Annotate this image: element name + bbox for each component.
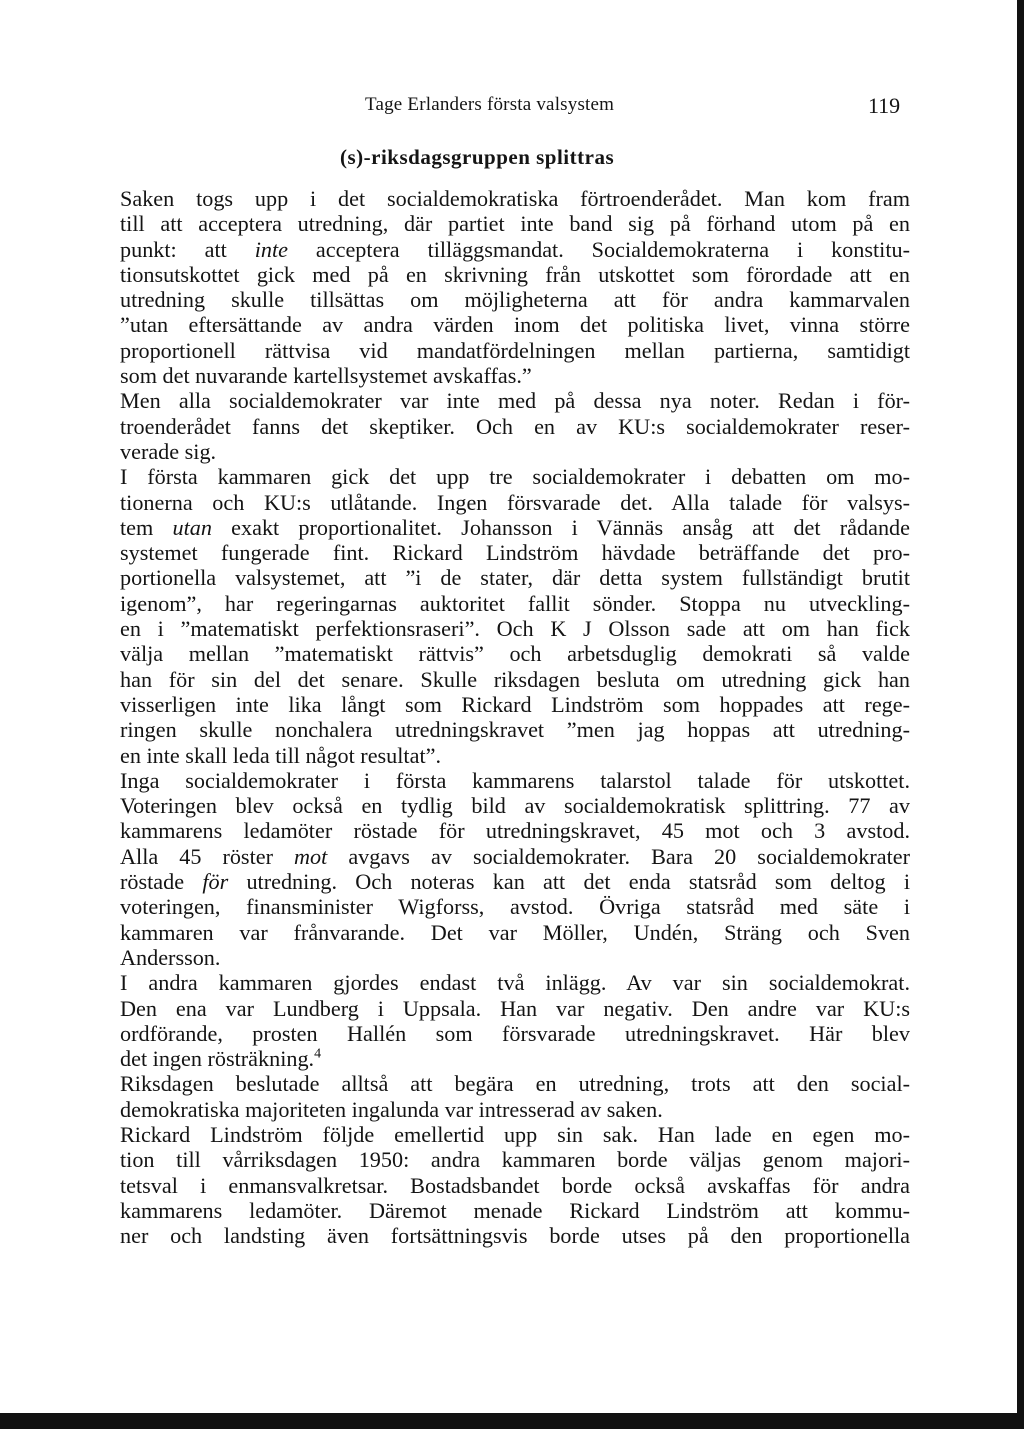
text-line: ner och landsting även fortsättningsvis borde utses på den proportionella	[120, 1223, 910, 1249]
text-line: röstade för utredning. Och noteras kan att det enda statsråd som deltog i	[120, 869, 910, 895]
text-line: Alla 45 röster mot avgavs av socialdemokrater. Bara 20 socialdemokrater	[120, 843, 910, 869]
text-line: igenom”, har regeringarnas auktoritet fallit sönder. Stoppa nu utveckling-	[120, 590, 910, 616]
text-line: visserligen inte lika långt som Rickard Lindström som hoppades att rege-	[120, 691, 910, 717]
scan-edge-bottom	[0, 1413, 1024, 1429]
text-line: som det nuvarande kartellsystemet avskaffas.”	[120, 363, 532, 389]
text-line: till att acceptera utredning, där partiet inte band sig på förhand utom på en	[120, 211, 910, 237]
paragraph	[120, 464, 910, 768]
text-line: utredning skulle tillsättas om möjligheterna att för andra kammarvalen	[120, 287, 910, 313]
text-line: I andra kammaren gjordes endast två inlägg. Av var sin socialdemokrat.	[120, 970, 910, 996]
footnote-ref: 4	[314, 1046, 322, 1062]
text-line: kammarens ledamöter röstade för utredningskravet, 45 mot och 3 avstod.	[120, 818, 910, 844]
text-line: I första kammaren gick det upp tre socialdemokrater i debatten om mo-	[120, 464, 910, 490]
text-line: troenderådet fanns det skeptiker. Och en av KU:s socialdemokrater reser-	[120, 413, 910, 439]
text-line: verade sig.	[120, 438, 217, 464]
body-text	[120, 186, 910, 1248]
text-line: Den ena var Lundberg i Uppsala. Han var negativ. Den andre var KU:s	[120, 995, 910, 1021]
text-line: demokratiska majoriteten ingalunda var intresserad av saken.	[120, 1096, 663, 1122]
paragraph	[120, 1071, 910, 1122]
text-line: tetsval i enmansvalkretsar. Bostadsbandet borde också avskaffas för andra	[120, 1172, 910, 1198]
text-line: Voteringen blev också en tydlig bild av socialdemokratisk splittring. 77 av	[120, 793, 910, 819]
page-number: 119	[868, 93, 901, 118]
text-line: punkt: att inte acceptera tilläggsmandat. Socialdemokraterna i konstitu-	[120, 236, 910, 262]
text-line: Riksdagen beslutade alltså att begära en utredning, trots att den social-	[120, 1071, 910, 1097]
text-line: tionerna och KU:s utlåtande. Ingen försvarade det. Alla talade för valsys-	[120, 489, 910, 515]
text-line: tionsutskottet gick med på en skrivning från utskottet som förordade att en	[120, 261, 910, 287]
text-line: Saken togs upp i det socialdemokratiska förtroenderådet. Man kom fram	[120, 186, 910, 211]
text-line: ordförande, prosten Hallén som försvarade utredningskravet. Här blev	[120, 1020, 910, 1046]
paragraph	[120, 970, 910, 1071]
text-line: tion till vårriksdagen 1950: andra kammaren borde väljas genom majori-	[120, 1147, 910, 1173]
text-line: ”utan eftersättande av andra värden inom det politiska livet, vinna större	[120, 312, 910, 338]
section-heading: (s)-riksdagsgruppen splittras	[340, 145, 615, 169]
emphasis: mot	[294, 843, 328, 869]
text-line: kammaren var frånvarande. Det var Möller, Undén, Sträng och Sven	[120, 919, 910, 945]
emphasis: utan	[172, 514, 212, 540]
emphasis: inte	[254, 236, 288, 262]
text-line: Andersson.	[120, 944, 221, 970]
paragraph	[120, 186, 910, 388]
text-line: systemet fungerade fint. Rickard Lindström hävdade beträffande det pro-	[120, 540, 910, 566]
text-line: Inga socialdemokrater i första kammarens talarstol talade för utskottet.	[120, 767, 910, 793]
text-line: voteringen, finansminister Wigforss, avstod. Övriga statsråd med säte i	[120, 894, 910, 920]
text-line: välja mellan ”matematiskt rättvis” och arbetsduglig demokrati så valde	[120, 641, 910, 667]
text-line: det ingen rösträkning.$^4$	[120, 1046, 322, 1072]
text-line: proportionell rättvisa vid mandatfördelningen mellan partierna, samtidigt	[120, 337, 910, 363]
text-line: kammarens ledamöter. Däremot menade Rickard Lindström att kommu-	[120, 1197, 910, 1223]
paragraph	[120, 1122, 910, 1248]
text-line: en inte skall leda till något resultat”.	[120, 742, 442, 768]
text-line: Rickard Lindström följde emellertid upp sin sak. Han lade en egen mo-	[120, 1121, 910, 1147]
paragraph	[120, 768, 910, 970]
paragraph	[120, 388, 910, 464]
scan-edge-right	[1017, 0, 1024, 1429]
text-line: han för sin del det senare. Skulle riksdagen besluta om utredning gick han	[120, 666, 910, 692]
running-head: Tage Erlanders första valsystem	[365, 94, 615, 115]
text-line: tem utan exakt proportionalitet. Johansson i Vännäs ansåg att det rådande	[120, 514, 910, 540]
emphasis: för	[202, 869, 229, 895]
text-line: portionella valsystemet, att ”i de stater, där detta system fullständigt brutit	[120, 565, 910, 591]
text-line: Men alla socialdemokrater var inte med på dessa nya noter. Redan i för-	[120, 388, 910, 414]
text-line: ringen skulle nonchalera utredningskravet ”men jag hoppas att utredning-	[120, 717, 910, 743]
text-line: en i ”matematiskt perfektionsraseri”. Och K J Olsson sade att om han fick	[120, 616, 910, 642]
